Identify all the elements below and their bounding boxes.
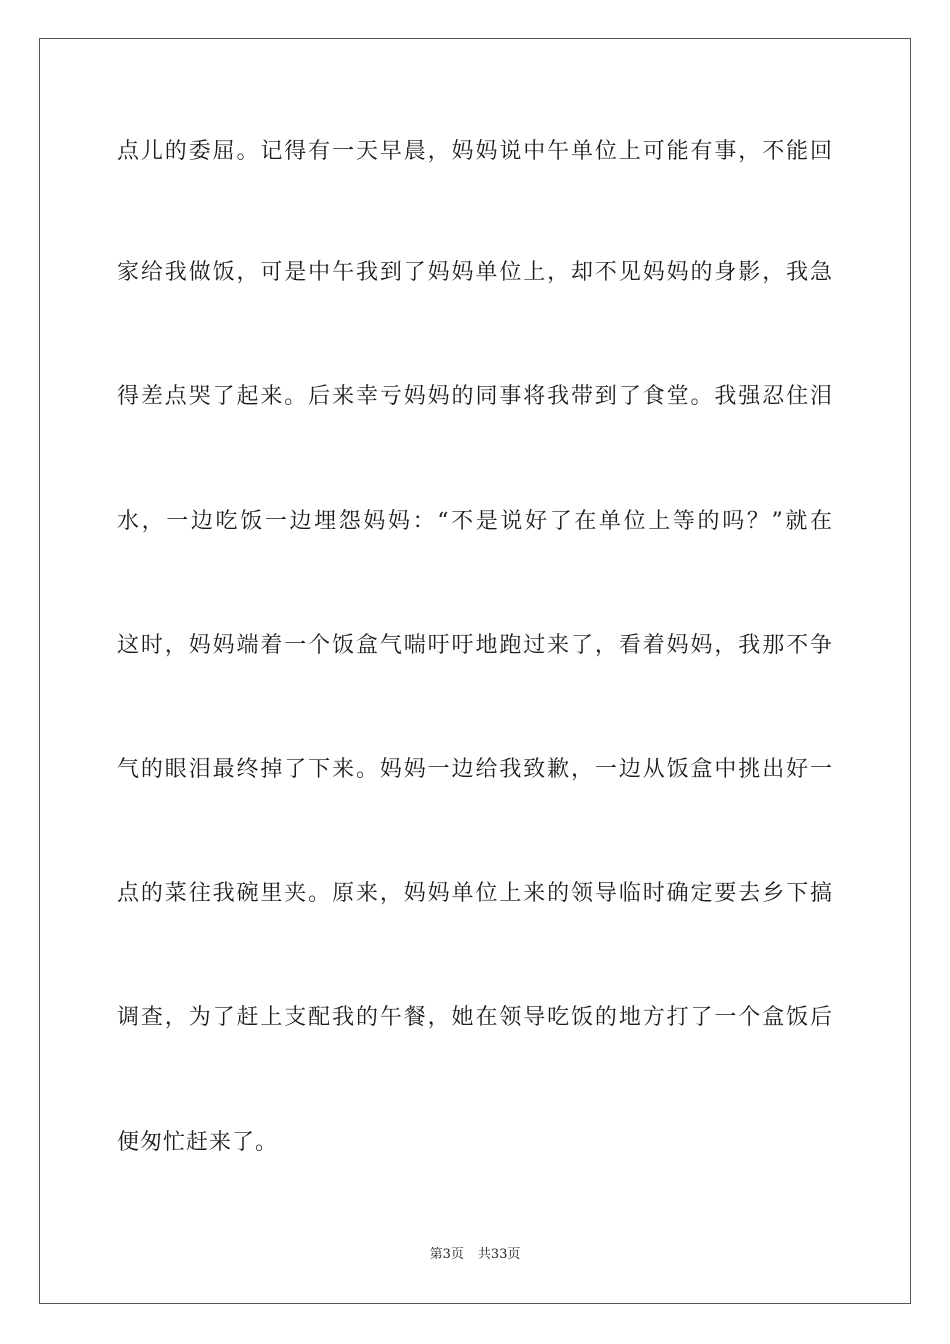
page-number: 第3页	[429, 1247, 464, 1262]
paragraph-line-1: 点儿的委屈。记得有一天早晨，妈妈说中午单位上可能有事，不能回	[117, 139, 833, 164]
page-border	[39, 38, 911, 1304]
paragraph-line-7: 点的菜往我碗里夹。原来，妈妈单位上来的领导临时确定要去乡下搞	[117, 881, 833, 906]
paragraph-line-2: 家给我做饭，可是中午我到了妈妈单位上，却不见妈妈的身影，我急	[117, 260, 833, 285]
paragraph-line-9: 便匆忙赶来了。	[117, 1130, 279, 1155]
page-total: 共33页	[477, 1247, 521, 1262]
paragraph-line-8: 调查，为了赶上支配我的午餐，她在领导吃饭的地方打了一个盒饭后	[117, 1005, 833, 1030]
paragraph-line-3: 得差点哭了起来。后来幸亏妈妈的同事将我带到了食堂。我强忍住泪	[117, 384, 833, 409]
paragraph-line-5: 这时，妈妈端着一个饭盒气喘吁吁地跑过来了，看着妈妈，我那不争	[117, 633, 833, 658]
paragraph-line-4: 水，一边吃饭一边埋怨妈妈：“不是说好了在单位上等的吗？”就在	[117, 509, 833, 534]
paragraph-line-6: 气的眼泪最终掉了下来。妈妈一边给我致歉，一边从饭盒中挑出好一	[117, 757, 833, 782]
page-footer	[0, 1246, 950, 1264]
